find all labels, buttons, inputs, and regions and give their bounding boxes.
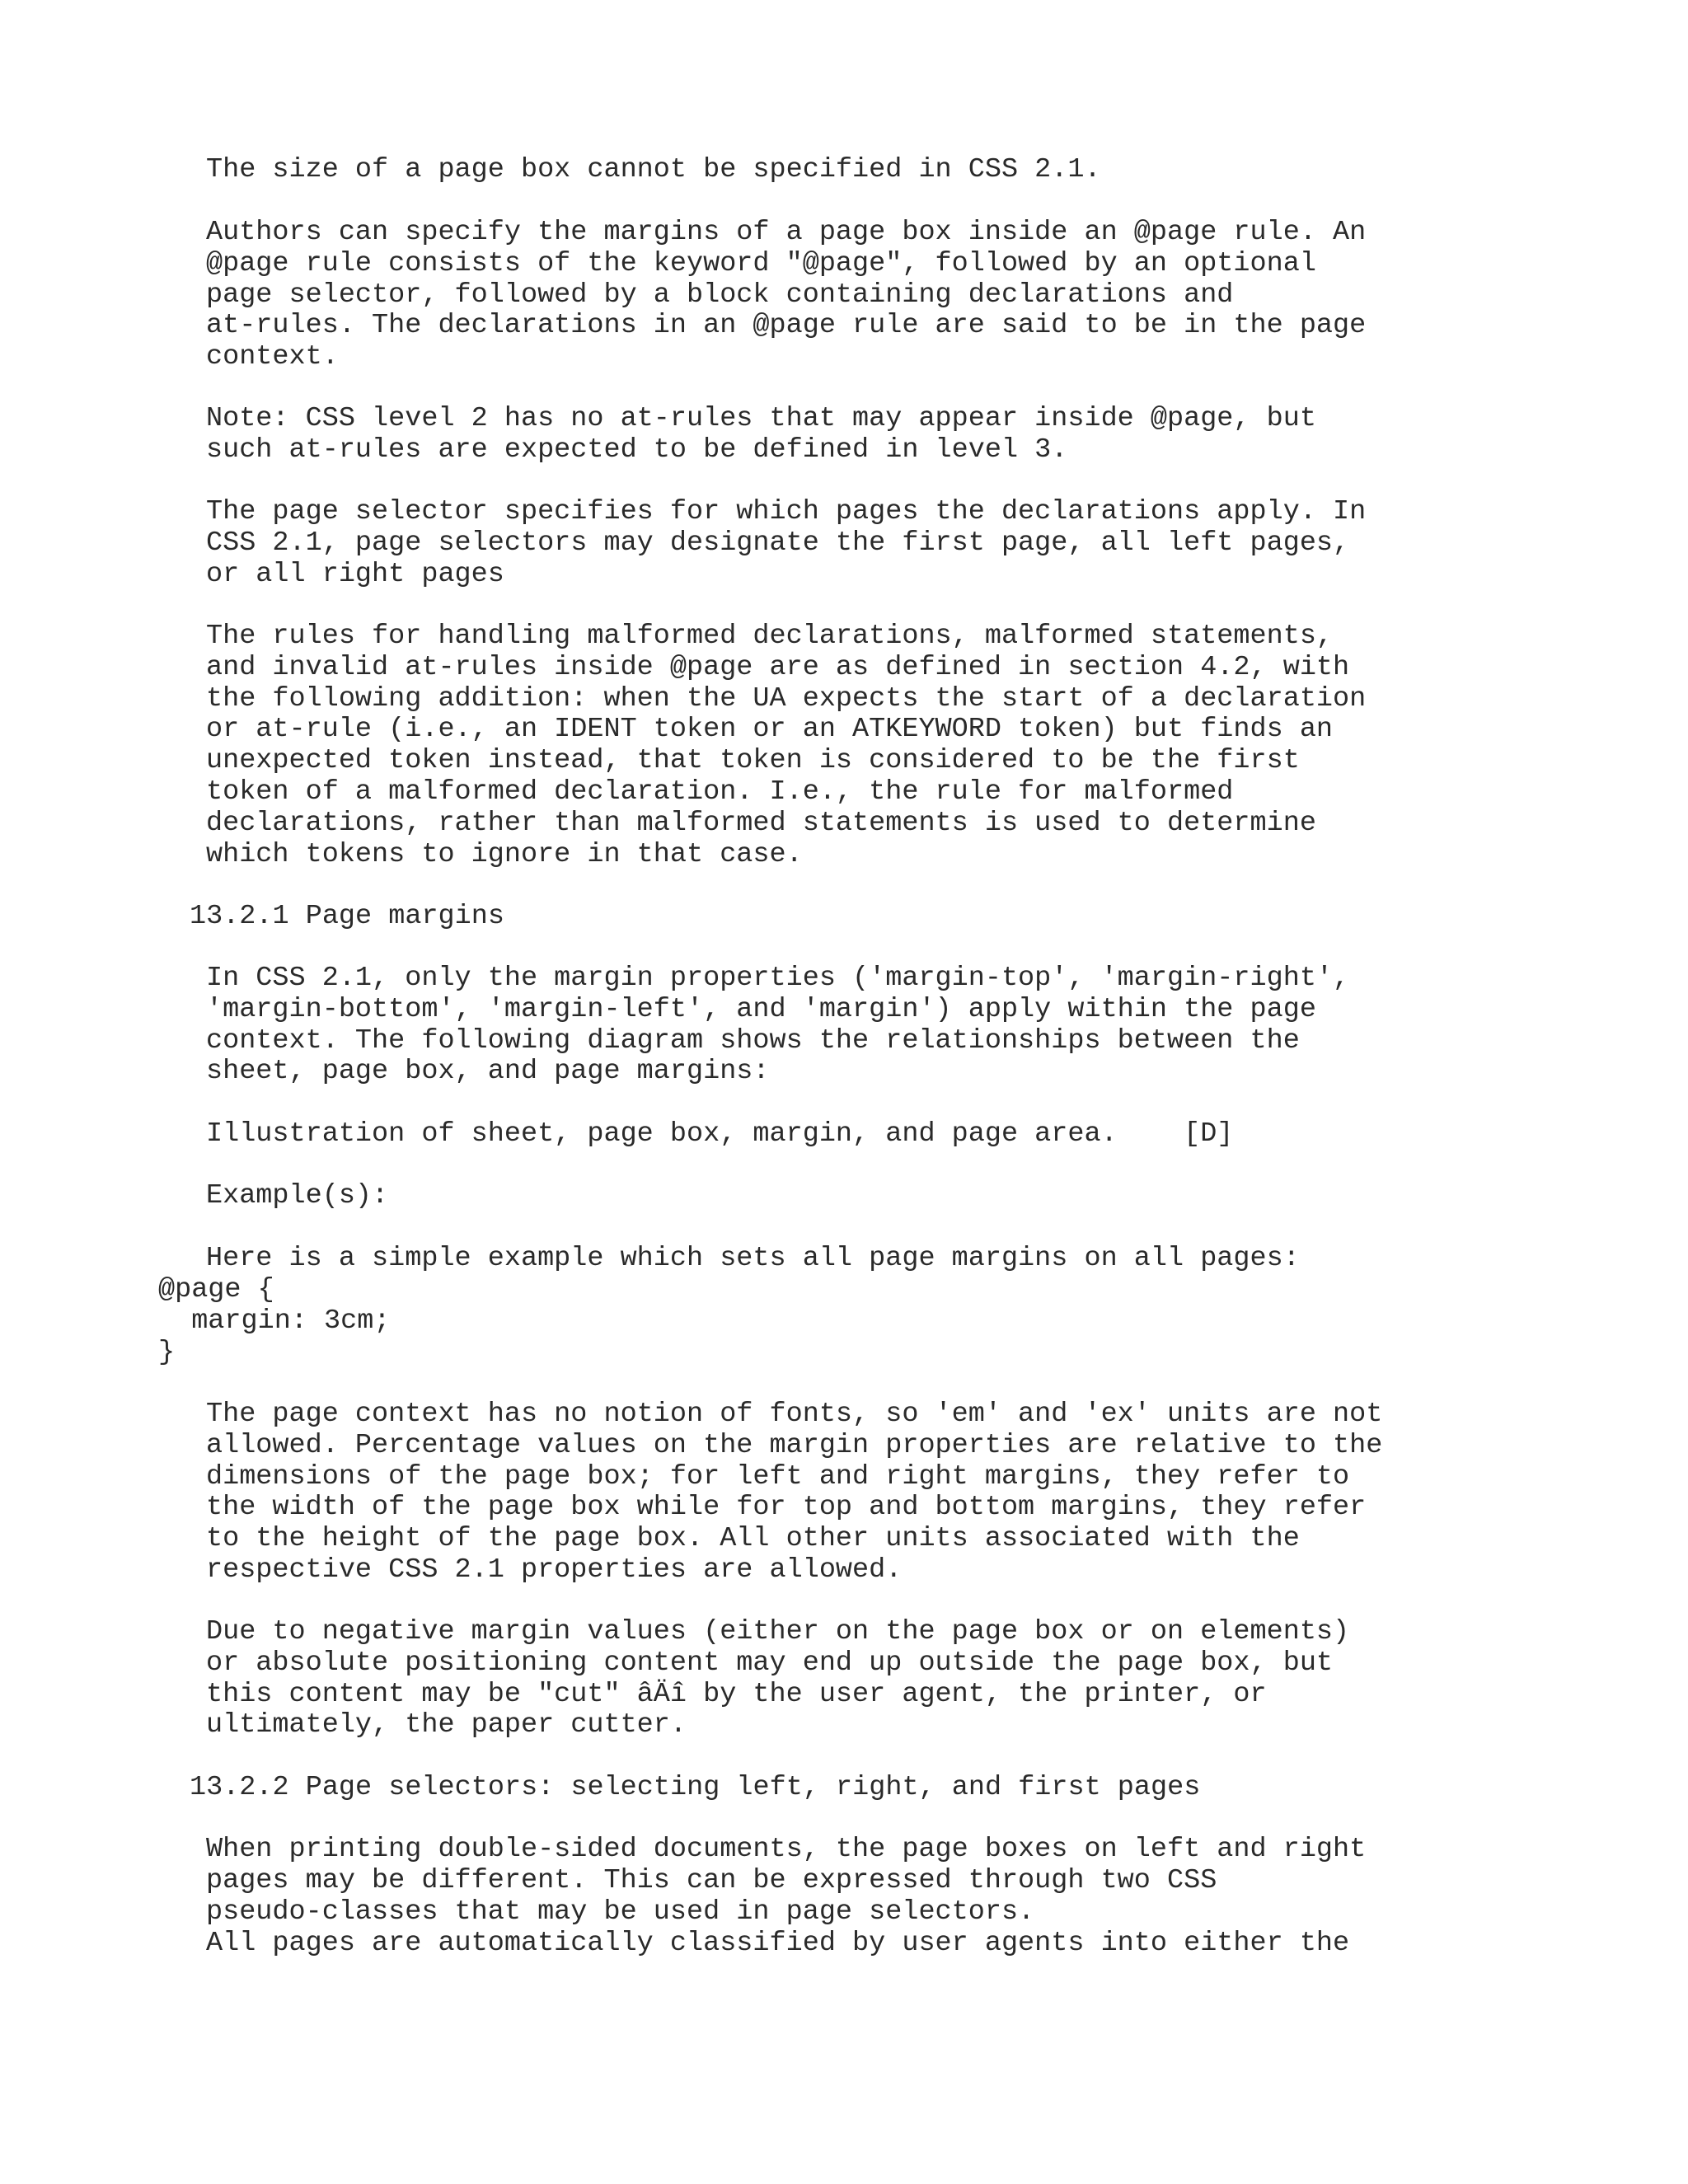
section-heading-page-selectors: 13.2.2 Page selectors: selecting left, right, and first pages bbox=[190, 1772, 1201, 1803]
paragraph-margin-properties: In CSS 2.1, only the margin properties ('margin-top', 'margin-right', 'margin-bottom', 'margin-left', and 'margin') apply within the page context. The following diagram shows the relationships between the sheet, page box, and page margins: bbox=[206, 963, 1350, 1088]
paragraph-note-level-3: Note: CSS level 2 has no at-rules that may appear inside @page, but such at-rules are expected to be defined in level 3. bbox=[206, 403, 1316, 466]
example-label: Example(s): bbox=[206, 1180, 389, 1212]
paragraph-double-sided: When printing double-sided documents, the page boxes on left and right pages may be different. This can be expressed through two CSS pseudo-classes that may be used in page selectors. bbox=[206, 1834, 1367, 1928]
code-example-page-margin: @page { margin: 3cm; } bbox=[158, 1274, 391, 1368]
paragraph-malformed-rules: The rules for handling malformed declarations, malformed statements, and invalid at-rules inside @page are as defined in section 4.2, with the following addition: when the UA expects the start of a declaration or at-rule (i.e., an IDENT token or an ATKEYWORD token) but finds an unexpected token instead, that token is considered to be the first token of a malformed declaration. I.e., the rule for malformed declarations, rather than malformed statements is used to determine which tokens to ignore in that case. bbox=[206, 621, 1367, 870]
paragraph-page-classification: All pages are automatically classified by user agents into either the bbox=[206, 1928, 1350, 1959]
paragraph-negative-margins: Due to negative margin values (either on the page box or on elements) or absolute positioning content may end up outside the page box, but this content may be "cut" âÄî by the user agent, the printer, or ultimately, the paper cutter. bbox=[206, 1616, 1350, 1741]
example-intro: Here is a simple example which sets all page margins on all pages: bbox=[206, 1243, 1300, 1274]
paragraph-page-selector: The page selector specifies for which pages the declarations apply. In CSS 2.1, page selectors may designate the first page, all left pages, or all right pages bbox=[206, 496, 1367, 590]
illustration-caption: Illustration of sheet, page box, margin, and page area. [D] bbox=[206, 1118, 1234, 1150]
paragraph-units-note: The page context has no notion of fonts, so 'em' and 'ex' units are not allowed. Percentage values on the margin properties are relative to the dimensions of the page box; for left and right margins, they refer to the width of the page box while for top and bottom margins, they refer to the height of the page box. All other units associated with the respective CSS 2.1 properties are allowed. bbox=[206, 1399, 1383, 1586]
paragraph-page-rule: Authors can specify the margins of a page box inside an @page rule. An @page rule consists of the keyword "@page", followed by an optional page selector, followed by a block containing declarations and at-rules. The declarations in an @page rule are said to be in the page context. bbox=[206, 217, 1367, 373]
paragraph-page-box-size: The size of a page box cannot be specified in CSS 2.1. bbox=[206, 154, 1101, 185]
section-heading-page-margins: 13.2.1 Page margins bbox=[190, 901, 504, 932]
